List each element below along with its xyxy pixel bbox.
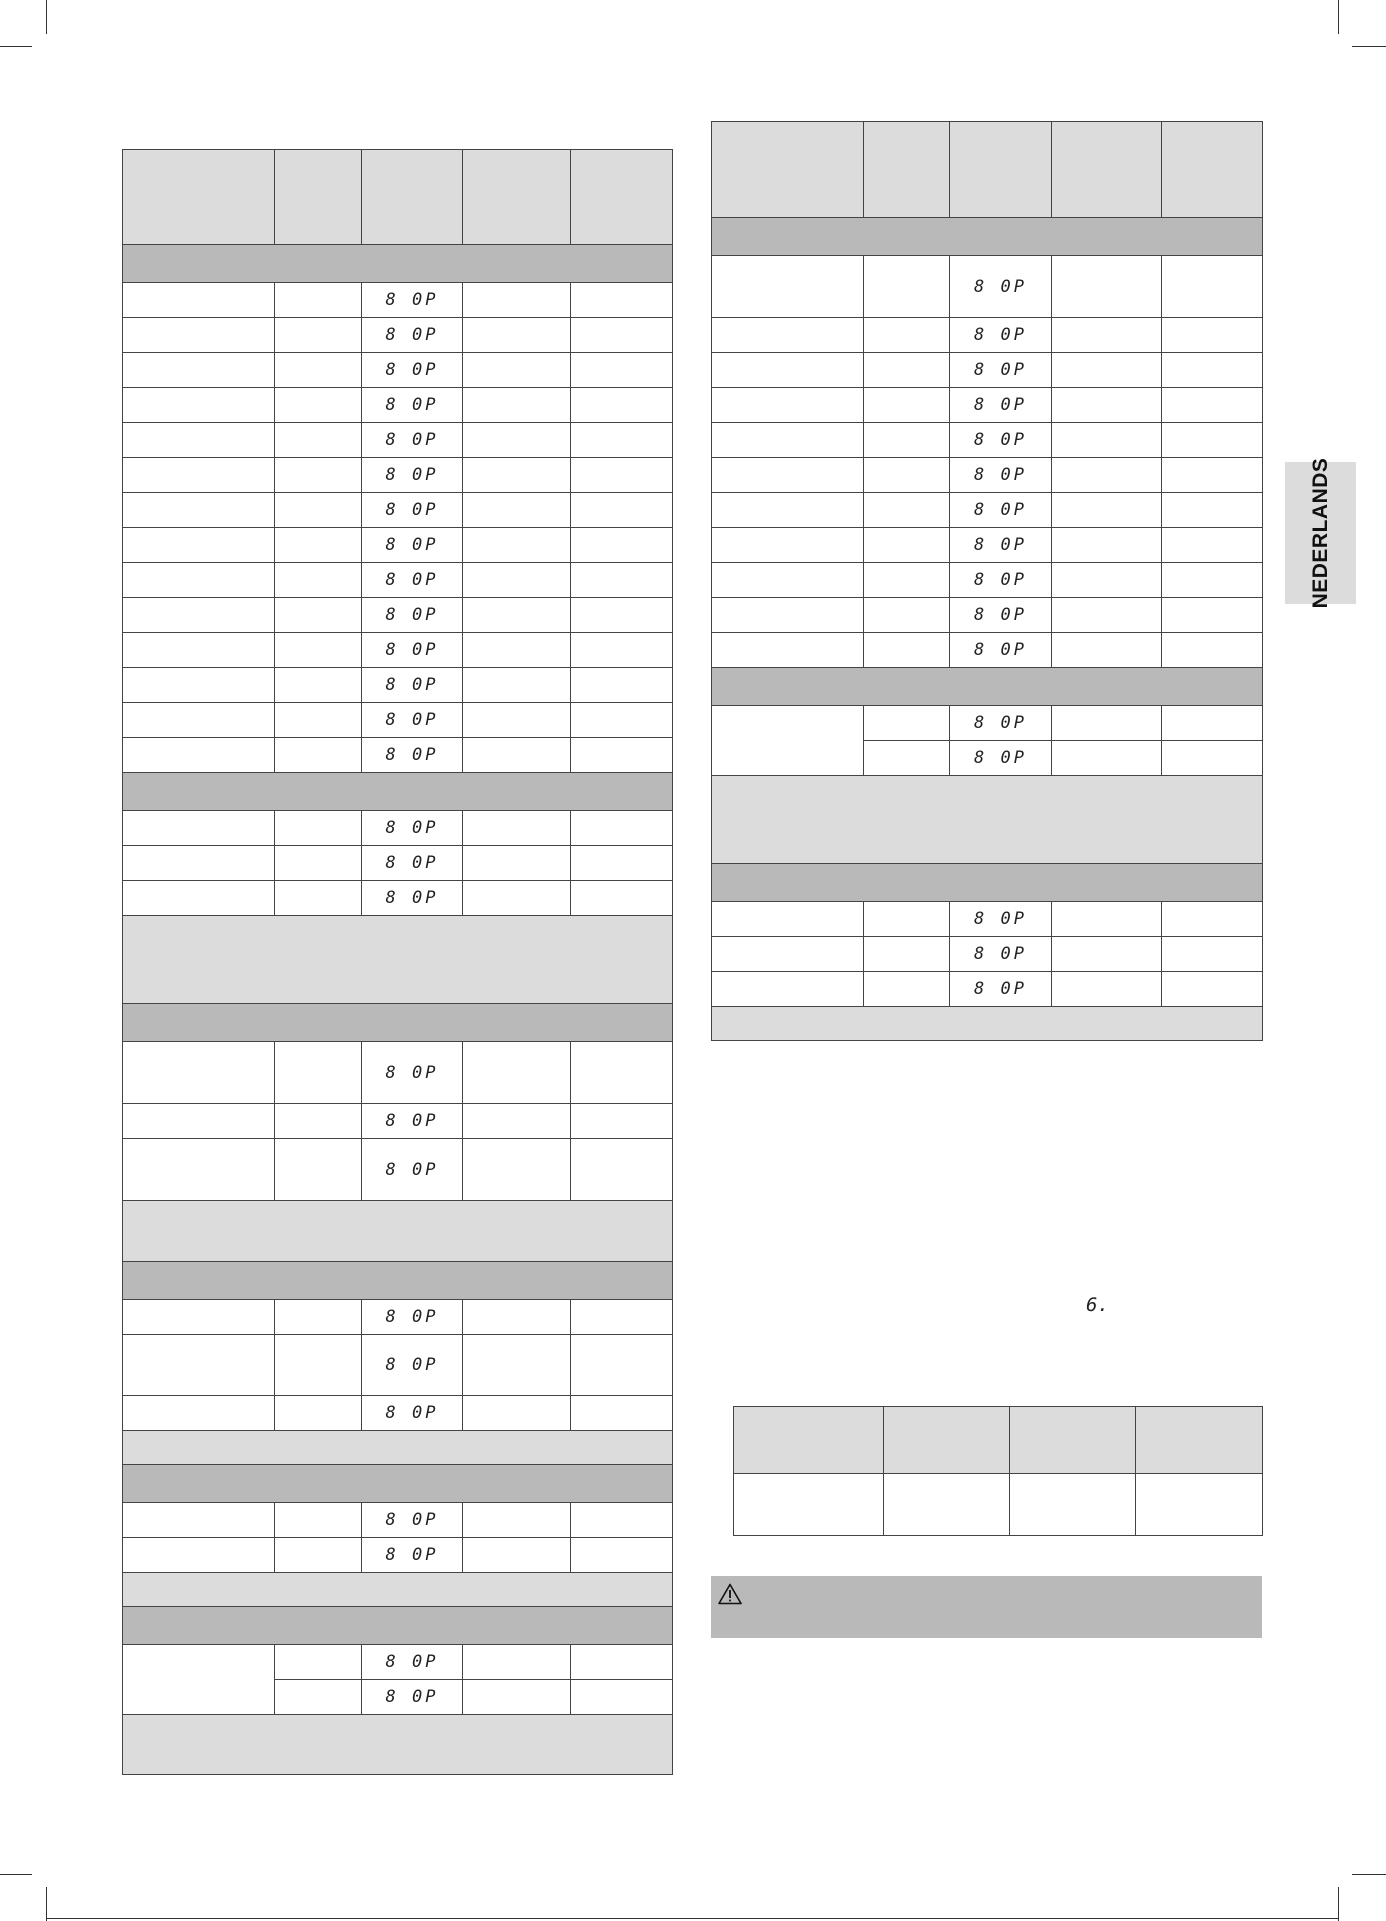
lcd-code: 8 0P (974, 325, 1027, 345)
table-row (712, 493, 1263, 528)
table-row (712, 528, 1263, 563)
table-header-row (734, 1407, 1263, 1474)
lcd-code: 8 0P (974, 276, 1027, 297)
table-row (123, 1300, 673, 1335)
table-row (123, 528, 673, 563)
section-row (123, 1004, 673, 1042)
right-table (711, 121, 1263, 1041)
lcd-code: 8 0P (974, 640, 1027, 660)
header-cell (950, 122, 1052, 218)
lcd-code: 8 0P (385, 605, 439, 625)
lcd-code: 8 0P (974, 713, 1027, 733)
table-row (123, 811, 673, 846)
lcd-code: 8 0P (974, 395, 1027, 415)
small-table (733, 1406, 1263, 1536)
table-row (123, 388, 673, 423)
lcd-code: 8 0P (385, 675, 439, 695)
note-row (712, 776, 1263, 864)
section-row (712, 864, 1263, 902)
lcd-code: 8 0P (385, 888, 439, 908)
lcd-code: 8 0P (385, 1545, 439, 1565)
header-cell (1162, 122, 1263, 218)
crop-line (46, 1918, 1339, 1919)
lcd-code: 8 0P (385, 818, 439, 838)
lcd-code: 8 0P (974, 979, 1027, 999)
section-row (712, 668, 1263, 706)
table-row (712, 563, 1263, 598)
header-cell (1010, 1407, 1136, 1474)
crop-mark (0, 46, 32, 47)
lcd-code: 8 0P (974, 465, 1027, 485)
crop-mark (1338, 1887, 1339, 1921)
table-row (712, 598, 1263, 633)
lcd-code: 8 0P (385, 570, 439, 590)
table-row (123, 1335, 673, 1396)
lcd-code: 8 0P (974, 909, 1027, 929)
warning-triangle-icon (718, 1583, 742, 1605)
section-row (712, 218, 1263, 256)
header-cell (884, 1407, 1010, 1474)
note-row (123, 1201, 673, 1262)
lcd-code: 8 0P (385, 290, 439, 310)
table-row (123, 1139, 673, 1201)
table-row (734, 1474, 1263, 1536)
lcd-code: 8 0P (385, 465, 439, 485)
crop-mark (46, 0, 47, 34)
lcd-code: 8 0P (974, 500, 1027, 520)
lcd-code: 8 0P (974, 570, 1027, 590)
lcd-code: 8 0P (385, 1652, 439, 1672)
lcd-code: 8 0P (385, 1510, 439, 1530)
lcd-code: 8 0P (385, 325, 439, 345)
table-row (123, 668, 673, 703)
lcd-code: 8 0P (974, 535, 1027, 555)
table-row (712, 902, 1263, 937)
table-row (123, 1645, 673, 1680)
header-cell (275, 150, 362, 245)
table-row (123, 1503, 673, 1538)
lcd-code: 8 0P (385, 1111, 439, 1131)
table-row (123, 1396, 673, 1431)
table-row (123, 846, 673, 881)
table-row (712, 937, 1263, 972)
note-row (712, 1007, 1263, 1041)
header-cell (734, 1407, 884, 1474)
table-row (123, 738, 673, 773)
lcd-code: 8 0P (385, 535, 439, 555)
lcd-code: 8 0P (974, 430, 1027, 450)
table-row (123, 1538, 673, 1573)
table-header-row (712, 122, 1263, 218)
table-row (123, 1042, 673, 1104)
header-cell (571, 150, 673, 245)
header-cell (123, 150, 275, 245)
lcd-code: 8 0P (385, 500, 439, 520)
lcd-code: 8 0P (385, 1355, 439, 1375)
note-row (123, 1431, 673, 1465)
crop-mark (1352, 46, 1386, 47)
table-row (123, 283, 673, 318)
left-table (122, 149, 673, 1775)
table-row (123, 458, 673, 493)
crop-mark (0, 1874, 32, 1875)
table-row (712, 256, 1263, 318)
lcd-code: 8 0P (385, 710, 439, 730)
section-row (123, 245, 673, 283)
table-row (712, 353, 1263, 388)
lcd-step-indicator: 6. (1086, 1294, 1109, 1316)
table-row (712, 972, 1263, 1007)
lcd-code: 8 0P (385, 1687, 439, 1707)
header-cell (1052, 122, 1162, 218)
note-row (123, 1715, 673, 1775)
table-row (123, 881, 673, 916)
header-cell (463, 150, 571, 245)
header-cell (362, 150, 463, 245)
header-cell (712, 122, 864, 218)
table-row (712, 458, 1263, 493)
table-row (123, 633, 673, 668)
section-row (123, 1465, 673, 1503)
language-tab (1285, 457, 1356, 609)
table-row (712, 633, 1263, 668)
table-row (123, 353, 673, 388)
note-row (123, 916, 673, 1004)
note-row (123, 1573, 673, 1607)
table-row (123, 318, 673, 353)
table-row (123, 423, 673, 458)
lcd-code: 8 0P (385, 640, 439, 660)
section-row (123, 773, 673, 811)
section-row (123, 1262, 673, 1300)
table-row (123, 703, 673, 738)
lcd-code: 8 0P (974, 748, 1027, 768)
lcd-code: 8 0P (385, 853, 439, 873)
lcd-code: 8 0P (385, 745, 439, 765)
lcd-code: 8 0P (385, 1159, 439, 1180)
crop-mark (1338, 0, 1339, 34)
lcd-code: 8 0P (974, 605, 1027, 625)
table-row (712, 388, 1263, 423)
table-row (123, 493, 673, 528)
table-row (712, 706, 1263, 741)
table-row (712, 423, 1263, 458)
table-row (123, 1104, 673, 1139)
lcd-code: 8 0P (385, 1307, 439, 1327)
table-row (712, 318, 1263, 353)
table-row (123, 563, 673, 598)
crop-mark (1352, 1874, 1386, 1875)
lcd-code: 8 0P (385, 1062, 439, 1083)
crop-mark (46, 1887, 47, 1921)
header-cell (864, 122, 950, 218)
warning-box (711, 1576, 1262, 1638)
lcd-code: 8 0P (385, 430, 439, 450)
table-header-row (123, 150, 673, 245)
lcd-code: 8 0P (385, 395, 439, 415)
lcd-code: 8 0P (385, 360, 439, 380)
lcd-code: 8 0P (385, 1403, 439, 1423)
header-cell (1136, 1407, 1263, 1474)
section-row (123, 1607, 673, 1645)
lcd-code: 8 0P (974, 944, 1027, 964)
table-row (123, 598, 673, 633)
lcd-code: 8 0P (974, 360, 1027, 380)
language-tab-label: NEDERLANDS (1308, 457, 1332, 609)
